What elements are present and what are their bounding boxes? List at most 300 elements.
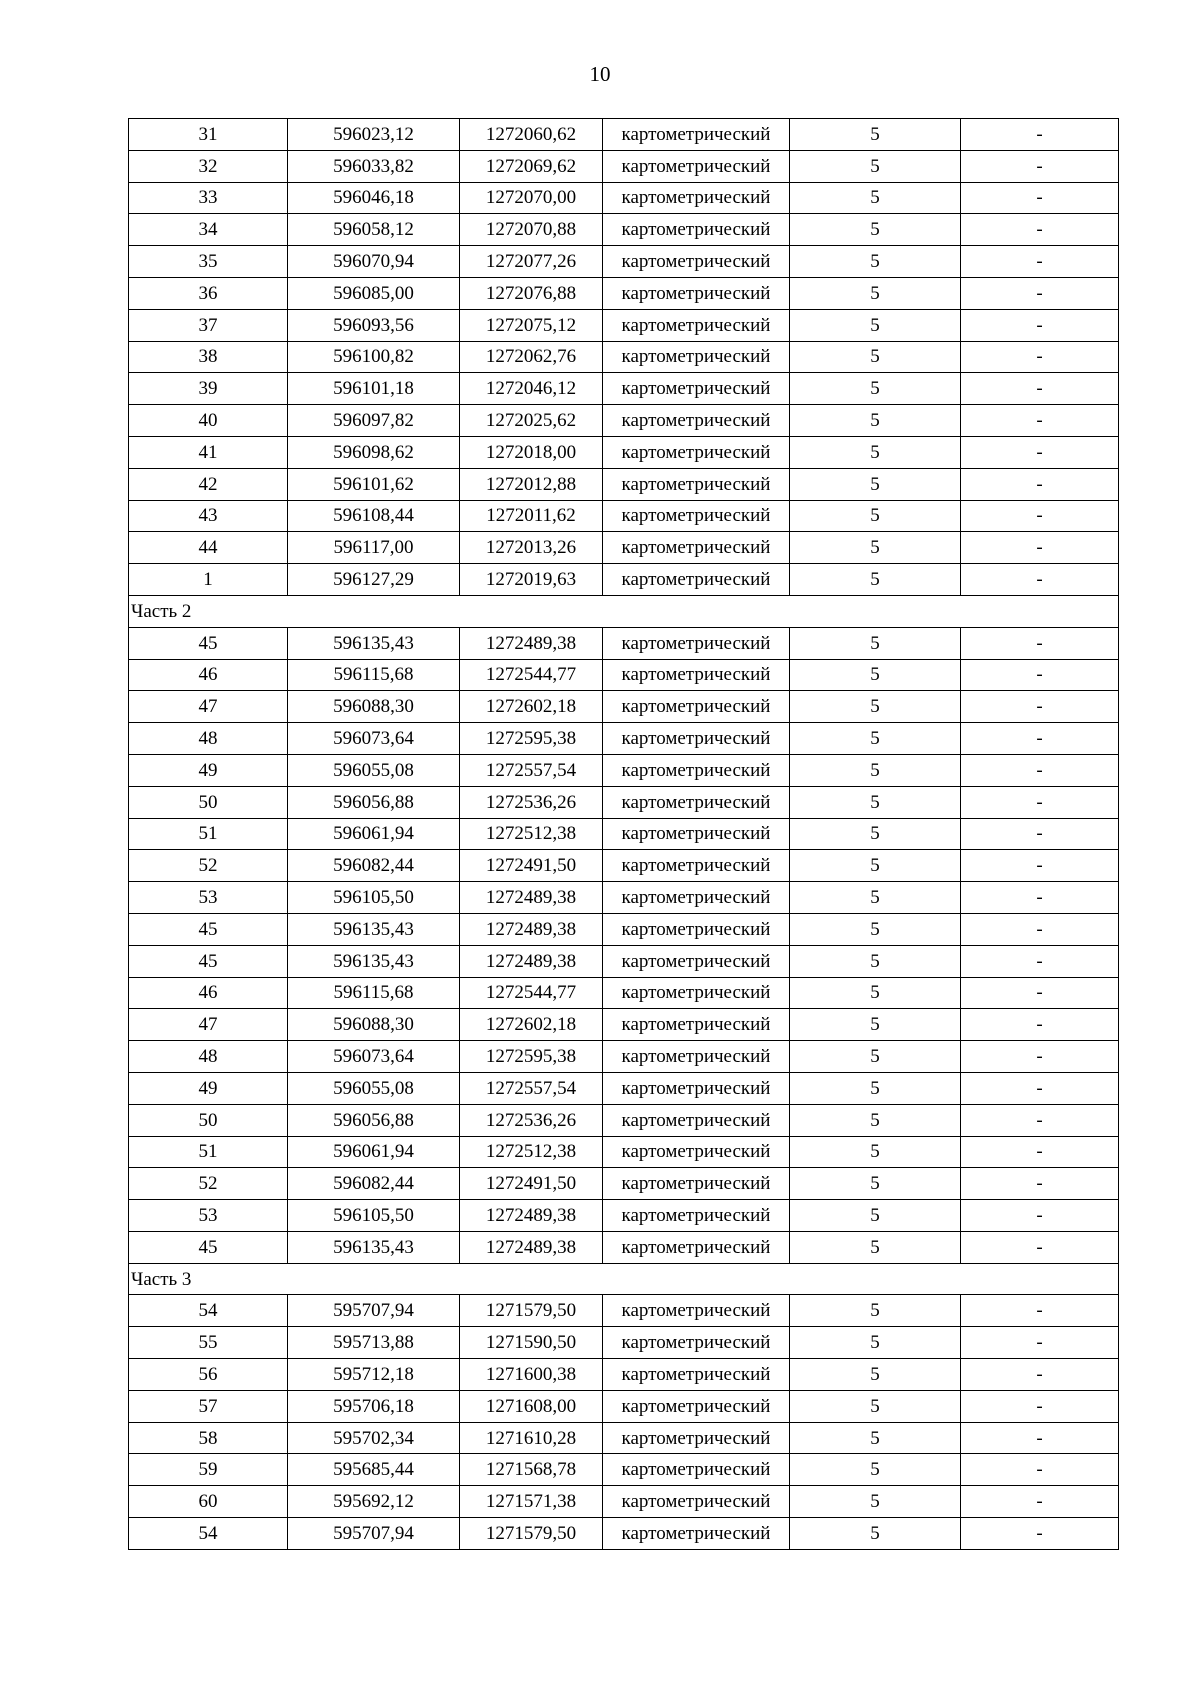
y-coordinate-cell: 1271600,38: [460, 1359, 603, 1391]
y-coordinate-cell: 1272489,38: [460, 627, 603, 659]
method-cell: картометрический: [603, 1422, 790, 1454]
y-coordinate-cell: 1272489,38: [460, 913, 603, 945]
description-cell: -: [961, 1359, 1119, 1391]
method-cell: картометрический: [603, 659, 790, 691]
table-row: [129, 945, 1119, 977]
point-number-cell: 37: [129, 309, 288, 341]
y-coordinate-cell: 1272491,50: [460, 1168, 603, 1200]
description-cell: -: [961, 1454, 1119, 1486]
accuracy-cell: 5: [790, 1454, 961, 1486]
method-cell: картометрический: [603, 913, 790, 945]
accuracy-cell: 5: [790, 723, 961, 755]
description-cell: -: [961, 1009, 1119, 1041]
description-cell: -: [961, 659, 1119, 691]
x-coordinate-cell: 596115,68: [288, 659, 460, 691]
method-cell: картометрический: [603, 532, 790, 564]
y-coordinate-cell: 1272019,63: [460, 564, 603, 596]
point-number-cell: 50: [129, 786, 288, 818]
x-coordinate-cell: 596055,08: [288, 1072, 460, 1104]
y-coordinate-cell: 1272062,76: [460, 341, 603, 373]
x-coordinate-cell: 596135,43: [288, 945, 460, 977]
accuracy-cell: 5: [790, 945, 961, 977]
accuracy-cell: 5: [790, 532, 961, 564]
description-cell: -: [961, 1327, 1119, 1359]
method-cell: картометрический: [603, 1072, 790, 1104]
point-number-cell: 48: [129, 1041, 288, 1073]
point-number-cell: 44: [129, 532, 288, 564]
accuracy-cell: 5: [790, 913, 961, 945]
y-coordinate-cell: 1271608,00: [460, 1390, 603, 1422]
description-cell: -: [961, 1200, 1119, 1232]
accuracy-cell: 5: [790, 1518, 961, 1550]
point-number-cell: 45: [129, 913, 288, 945]
point-number-cell: 56: [129, 1359, 288, 1391]
y-coordinate-cell: 1272544,77: [460, 659, 603, 691]
table-row: [129, 246, 1119, 278]
point-number-cell: 52: [129, 850, 288, 882]
table-row: [129, 977, 1119, 1009]
coordinates-table-body: [129, 119, 1119, 1550]
table-row: [129, 1518, 1119, 1550]
y-coordinate-cell: 1272075,12: [460, 309, 603, 341]
point-number-cell: 35: [129, 246, 288, 278]
table-row: [129, 564, 1119, 596]
method-cell: картометрический: [603, 627, 790, 659]
table-row: [129, 691, 1119, 723]
table-row: [129, 405, 1119, 437]
y-coordinate-cell: 1272060,62: [460, 119, 603, 151]
y-coordinate-cell: 1272489,38: [460, 1200, 603, 1232]
description-cell: -: [961, 818, 1119, 850]
x-coordinate-cell: 596056,88: [288, 786, 460, 818]
description-cell: -: [961, 1295, 1119, 1327]
method-cell: картометрический: [603, 1295, 790, 1327]
y-coordinate-cell: 1271571,38: [460, 1486, 603, 1518]
accuracy-cell: 5: [790, 468, 961, 500]
accuracy-cell: 5: [790, 1136, 961, 1168]
method-cell: картометрический: [603, 373, 790, 405]
table-row: [129, 1486, 1119, 1518]
x-coordinate-cell: 596023,12: [288, 119, 460, 151]
point-number-cell: 55: [129, 1327, 288, 1359]
point-number-cell: 59: [129, 1454, 288, 1486]
x-coordinate-cell: 596135,43: [288, 1231, 460, 1263]
method-cell: картометрический: [603, 1168, 790, 1200]
method-cell: картометрический: [603, 723, 790, 755]
method-cell: картометрический: [603, 1104, 790, 1136]
x-coordinate-cell: 596082,44: [288, 850, 460, 882]
description-cell: -: [961, 1390, 1119, 1422]
table-row: [129, 1104, 1119, 1136]
point-number-cell: 45: [129, 945, 288, 977]
y-coordinate-cell: 1271579,50: [460, 1518, 603, 1550]
description-cell: -: [961, 754, 1119, 786]
accuracy-cell: 5: [790, 1422, 961, 1454]
point-number-cell: 41: [129, 436, 288, 468]
point-number-cell: 48: [129, 723, 288, 755]
y-coordinate-cell: 1272557,54: [460, 754, 603, 786]
x-coordinate-cell: 596061,94: [288, 1136, 460, 1168]
accuracy-cell: 5: [790, 1072, 961, 1104]
y-coordinate-cell: 1272544,77: [460, 977, 603, 1009]
point-number-cell: 32: [129, 150, 288, 182]
x-coordinate-cell: 596135,43: [288, 913, 460, 945]
x-coordinate-cell: 596101,18: [288, 373, 460, 405]
method-cell: картометрический: [603, 277, 790, 309]
point-number-cell: 43: [129, 500, 288, 532]
method-cell: картометрический: [603, 341, 790, 373]
description-cell: -: [961, 341, 1119, 373]
accuracy-cell: 5: [790, 818, 961, 850]
description-cell: -: [961, 850, 1119, 882]
accuracy-cell: 5: [790, 1295, 961, 1327]
point-number-cell: 46: [129, 977, 288, 1009]
description-cell: -: [961, 119, 1119, 151]
description-cell: -: [961, 277, 1119, 309]
table-row: [129, 1072, 1119, 1104]
x-coordinate-cell: 595702,34: [288, 1422, 460, 1454]
table-row: [129, 341, 1119, 373]
table-row: [129, 277, 1119, 309]
x-coordinate-cell: 596098,62: [288, 436, 460, 468]
coordinates-table: [128, 118, 1119, 1550]
description-cell: -: [961, 436, 1119, 468]
table-row: [129, 1231, 1119, 1263]
accuracy-cell: 5: [790, 754, 961, 786]
x-coordinate-cell: 596073,64: [288, 1041, 460, 1073]
x-coordinate-cell: 595692,12: [288, 1486, 460, 1518]
table-row: [129, 1390, 1119, 1422]
table-row: [129, 818, 1119, 850]
table-row: [129, 786, 1119, 818]
description-cell: -: [961, 309, 1119, 341]
point-number-cell: 58: [129, 1422, 288, 1454]
accuracy-cell: 5: [790, 373, 961, 405]
x-coordinate-cell: 596061,94: [288, 818, 460, 850]
method-cell: картометрический: [603, 436, 790, 468]
table-row: [129, 627, 1119, 659]
table-row: [129, 436, 1119, 468]
table-row: [129, 754, 1119, 786]
y-coordinate-cell: 1272046,12: [460, 373, 603, 405]
accuracy-cell: 5: [790, 691, 961, 723]
x-coordinate-cell: 596070,94: [288, 246, 460, 278]
description-cell: -: [961, 246, 1119, 278]
accuracy-cell: 5: [790, 1200, 961, 1232]
method-cell: картометрический: [603, 818, 790, 850]
description-cell: -: [961, 882, 1119, 914]
point-number-cell: 40: [129, 405, 288, 437]
accuracy-cell: 5: [790, 119, 961, 151]
table-row: [129, 1295, 1119, 1327]
method-cell: картометрический: [603, 150, 790, 182]
accuracy-cell: 5: [790, 182, 961, 214]
x-coordinate-cell: 595707,94: [288, 1518, 460, 1550]
x-coordinate-cell: 596046,18: [288, 182, 460, 214]
accuracy-cell: 5: [790, 850, 961, 882]
point-number-cell: 49: [129, 754, 288, 786]
point-number-cell: 33: [129, 182, 288, 214]
point-number-cell: 51: [129, 1136, 288, 1168]
description-cell: -: [961, 977, 1119, 1009]
accuracy-cell: 5: [790, 786, 961, 818]
description-cell: -: [961, 468, 1119, 500]
page-number: 10: [589, 62, 611, 86]
method-cell: картометрический: [603, 309, 790, 341]
x-coordinate-cell: 596088,30: [288, 1009, 460, 1041]
accuracy-cell: 5: [790, 309, 961, 341]
point-number-cell: 34: [129, 214, 288, 246]
description-cell: -: [961, 182, 1119, 214]
description-cell: -: [961, 691, 1119, 723]
description-cell: -: [961, 405, 1119, 437]
table-row: [129, 723, 1119, 755]
method-cell: картометрический: [603, 119, 790, 151]
table-row: [129, 119, 1119, 151]
y-coordinate-cell: 1272602,18: [460, 1009, 603, 1041]
point-number-cell: 54: [129, 1295, 288, 1327]
y-coordinate-cell: 1271610,28: [460, 1422, 603, 1454]
method-cell: картометрический: [603, 945, 790, 977]
point-number-cell: 54: [129, 1518, 288, 1550]
y-coordinate-cell: 1272018,00: [460, 436, 603, 468]
description-cell: -: [961, 150, 1119, 182]
part-label: Часть 3: [129, 1263, 1119, 1295]
point-number-cell: 52: [129, 1168, 288, 1200]
point-number-cell: 53: [129, 1200, 288, 1232]
description-cell: -: [961, 1104, 1119, 1136]
method-cell: картометрический: [603, 882, 790, 914]
x-coordinate-cell: 596073,64: [288, 723, 460, 755]
description-cell: -: [961, 564, 1119, 596]
point-number-cell: 39: [129, 373, 288, 405]
x-coordinate-cell: 596058,12: [288, 214, 460, 246]
point-number-cell: 57: [129, 1390, 288, 1422]
point-number-cell: 45: [129, 1231, 288, 1263]
x-coordinate-cell: 596115,68: [288, 977, 460, 1009]
accuracy-cell: 5: [790, 1359, 961, 1391]
description-cell: -: [961, 1486, 1119, 1518]
point-number-cell: 38: [129, 341, 288, 373]
accuracy-cell: 5: [790, 246, 961, 278]
method-cell: картометрический: [603, 246, 790, 278]
table-row: [129, 1327, 1119, 1359]
y-coordinate-cell: 1272512,38: [460, 818, 603, 850]
method-cell: картометрический: [603, 1009, 790, 1041]
y-coordinate-cell: 1272489,38: [460, 882, 603, 914]
description-cell: -: [961, 214, 1119, 246]
table-row: [129, 468, 1119, 500]
x-coordinate-cell: 595712,18: [288, 1359, 460, 1391]
accuracy-cell: 5: [790, 277, 961, 309]
table-row: [129, 1422, 1119, 1454]
point-number-cell: 1: [129, 564, 288, 596]
accuracy-cell: 5: [790, 627, 961, 659]
description-cell: -: [961, 1041, 1119, 1073]
table-row: [129, 532, 1119, 564]
part-header-row: [129, 1263, 1119, 1295]
table-row: [129, 500, 1119, 532]
description-cell: -: [961, 1072, 1119, 1104]
y-coordinate-cell: 1272077,26: [460, 246, 603, 278]
description-cell: -: [961, 1518, 1119, 1550]
x-coordinate-cell: 596033,82: [288, 150, 460, 182]
description-cell: -: [961, 532, 1119, 564]
table-row: [129, 913, 1119, 945]
description-cell: -: [961, 373, 1119, 405]
method-cell: картометрический: [603, 564, 790, 596]
accuracy-cell: 5: [790, 1104, 961, 1136]
accuracy-cell: 5: [790, 564, 961, 596]
accuracy-cell: 5: [790, 405, 961, 437]
y-coordinate-cell: 1271590,50: [460, 1327, 603, 1359]
y-coordinate-cell: 1272595,38: [460, 723, 603, 755]
method-cell: картометрический: [603, 1454, 790, 1486]
method-cell: картометрический: [603, 1231, 790, 1263]
y-coordinate-cell: 1272489,38: [460, 945, 603, 977]
accuracy-cell: 5: [790, 1390, 961, 1422]
accuracy-cell: 5: [790, 500, 961, 532]
y-coordinate-cell: 1272536,26: [460, 786, 603, 818]
point-number-cell: 31: [129, 119, 288, 151]
method-cell: картометрический: [603, 850, 790, 882]
y-coordinate-cell: 1272070,00: [460, 182, 603, 214]
accuracy-cell: 5: [790, 1009, 961, 1041]
table-row: [129, 882, 1119, 914]
description-cell: -: [961, 627, 1119, 659]
accuracy-cell: 5: [790, 1168, 961, 1200]
point-number-cell: 45: [129, 627, 288, 659]
y-coordinate-cell: 1272069,62: [460, 150, 603, 182]
accuracy-cell: 5: [790, 1327, 961, 1359]
x-coordinate-cell: 595685,44: [288, 1454, 460, 1486]
x-coordinate-cell: 596117,00: [288, 532, 460, 564]
description-cell: -: [961, 500, 1119, 532]
x-coordinate-cell: 596101,62: [288, 468, 460, 500]
table-row: [129, 1200, 1119, 1232]
table-row: [129, 214, 1119, 246]
x-coordinate-cell: 596127,29: [288, 564, 460, 596]
method-cell: картометрический: [603, 182, 790, 214]
accuracy-cell: 5: [790, 882, 961, 914]
description-cell: -: [961, 945, 1119, 977]
x-coordinate-cell: 596135,43: [288, 627, 460, 659]
x-coordinate-cell: 596105,50: [288, 1200, 460, 1232]
point-number-cell: 49: [129, 1072, 288, 1104]
method-cell: картометрический: [603, 1327, 790, 1359]
x-coordinate-cell: 596100,82: [288, 341, 460, 373]
method-cell: картометрический: [603, 786, 790, 818]
accuracy-cell: 5: [790, 341, 961, 373]
point-number-cell: 36: [129, 277, 288, 309]
accuracy-cell: 5: [790, 436, 961, 468]
table-row: [129, 182, 1119, 214]
method-cell: картометрический: [603, 1041, 790, 1073]
accuracy-cell: 5: [790, 1231, 961, 1263]
point-number-cell: 53: [129, 882, 288, 914]
accuracy-cell: 5: [790, 150, 961, 182]
table-row: [129, 1359, 1119, 1391]
point-number-cell: 50: [129, 1104, 288, 1136]
table-row: [129, 1041, 1119, 1073]
method-cell: картометрический: [603, 500, 790, 532]
point-number-cell: 42: [129, 468, 288, 500]
accuracy-cell: 5: [790, 1041, 961, 1073]
x-coordinate-cell: 596055,08: [288, 754, 460, 786]
y-coordinate-cell: 1272076,88: [460, 277, 603, 309]
y-coordinate-cell: 1272025,62: [460, 405, 603, 437]
y-coordinate-cell: 1272536,26: [460, 1104, 603, 1136]
y-coordinate-cell: 1272070,88: [460, 214, 603, 246]
x-coordinate-cell: 596097,82: [288, 405, 460, 437]
description-cell: -: [961, 1136, 1119, 1168]
y-coordinate-cell: 1271568,78: [460, 1454, 603, 1486]
accuracy-cell: 5: [790, 1486, 961, 1518]
y-coordinate-cell: 1272013,26: [460, 532, 603, 564]
description-cell: -: [961, 1422, 1119, 1454]
description-cell: -: [961, 1231, 1119, 1263]
method-cell: картометрический: [603, 214, 790, 246]
table-row: [129, 150, 1119, 182]
description-cell: -: [961, 786, 1119, 818]
part-header-row: [129, 595, 1119, 627]
table-row: [129, 850, 1119, 882]
table-row: [129, 309, 1119, 341]
point-number-cell: 47: [129, 691, 288, 723]
x-coordinate-cell: 595707,94: [288, 1295, 460, 1327]
accuracy-cell: 5: [790, 214, 961, 246]
x-coordinate-cell: 596093,56: [288, 309, 460, 341]
table-row: [129, 1168, 1119, 1200]
accuracy-cell: 5: [790, 977, 961, 1009]
table-row: [129, 1009, 1119, 1041]
method-cell: картометрический: [603, 1390, 790, 1422]
table-row: [129, 1136, 1119, 1168]
point-number-cell: 46: [129, 659, 288, 691]
point-number-cell: 47: [129, 1009, 288, 1041]
y-coordinate-cell: 1272011,62: [460, 500, 603, 532]
y-coordinate-cell: 1272595,38: [460, 1041, 603, 1073]
method-cell: картометрический: [603, 691, 790, 723]
method-cell: картометрический: [603, 977, 790, 1009]
method-cell: картометрический: [603, 468, 790, 500]
y-coordinate-cell: 1272491,50: [460, 850, 603, 882]
table-row: [129, 659, 1119, 691]
part-label: Часть 2: [129, 595, 1119, 627]
y-coordinate-cell: 1272557,54: [460, 1072, 603, 1104]
method-cell: картометрический: [603, 1200, 790, 1232]
method-cell: картометрический: [603, 1136, 790, 1168]
description-cell: -: [961, 723, 1119, 755]
y-coordinate-cell: 1272602,18: [460, 691, 603, 723]
table-row: [129, 373, 1119, 405]
point-number-cell: 60: [129, 1486, 288, 1518]
x-coordinate-cell: 595706,18: [288, 1390, 460, 1422]
x-coordinate-cell: 596108,44: [288, 500, 460, 532]
method-cell: картометрический: [603, 754, 790, 786]
y-coordinate-cell: 1272512,38: [460, 1136, 603, 1168]
x-coordinate-cell: 596082,44: [288, 1168, 460, 1200]
description-cell: -: [961, 913, 1119, 945]
method-cell: картометрический: [603, 1359, 790, 1391]
y-coordinate-cell: 1271579,50: [460, 1295, 603, 1327]
method-cell: картометрический: [603, 405, 790, 437]
method-cell: картометрический: [603, 1486, 790, 1518]
y-coordinate-cell: 1272489,38: [460, 1231, 603, 1263]
accuracy-cell: 5: [790, 659, 961, 691]
x-coordinate-cell: 596056,88: [288, 1104, 460, 1136]
description-cell: -: [961, 1168, 1119, 1200]
